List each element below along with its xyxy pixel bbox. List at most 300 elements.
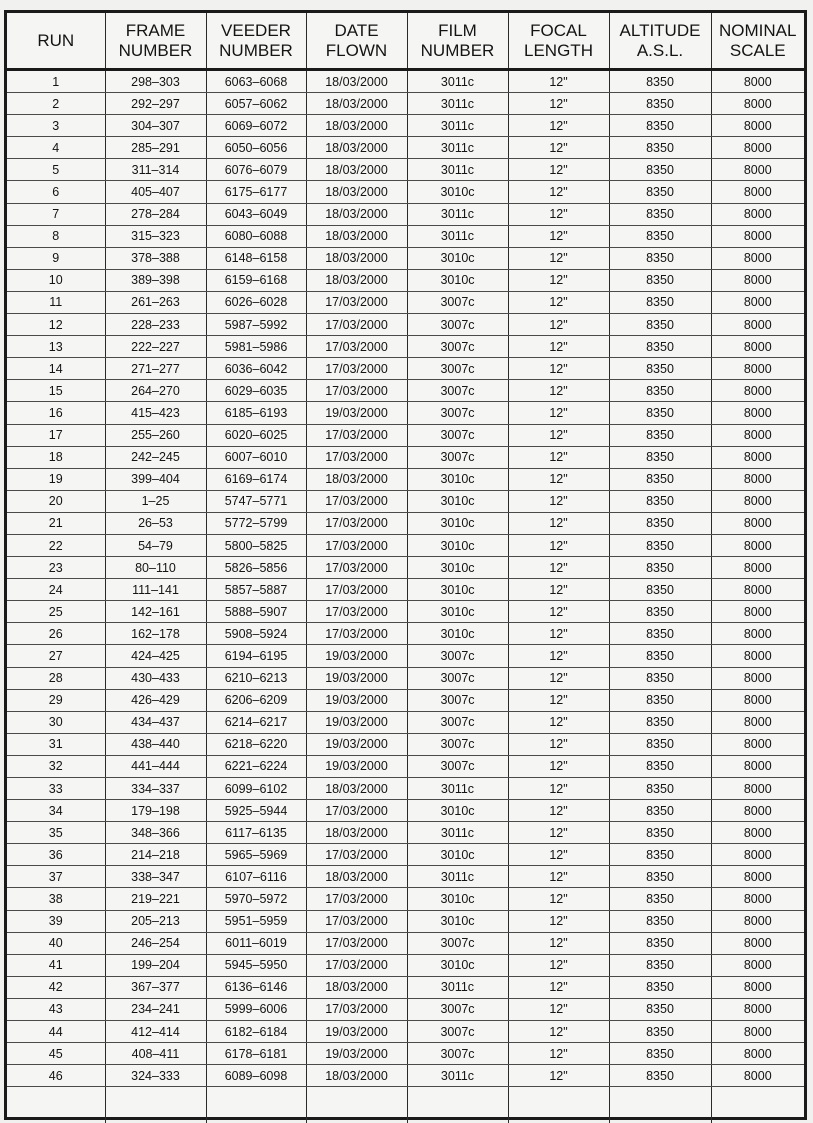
nominal-scale-cell: 8000 (711, 557, 804, 579)
focal-length-cell: 12" (508, 579, 609, 601)
table-row (7, 645, 804, 667)
film-number-cell: 3007c (407, 1043, 508, 1065)
altitude-cell: 8350 (609, 269, 711, 291)
date-flown-cell: 18/03/2000 (306, 137, 407, 159)
film-number-cell: 3011c (407, 137, 508, 159)
altitude-cell: 8350 (609, 115, 711, 137)
run-cell: 9 (7, 247, 105, 269)
veeder-number-cell: 6194–6195 (206, 645, 306, 667)
table-row (7, 93, 804, 115)
frame-number-cell: 426–429 (105, 689, 206, 711)
date-flown-cell: 17/03/2000 (306, 623, 407, 645)
focal-length-cell: 12" (508, 137, 609, 159)
focal-length-cell: 12" (508, 1065, 609, 1087)
nominal-scale-cell: 8000 (711, 932, 804, 954)
run-cell: 40 (7, 932, 105, 954)
run-cell: 16 (7, 402, 105, 424)
date-flown-cell: 17/03/2000 (306, 446, 407, 468)
veeder-number-cell: 6136–6146 (206, 976, 306, 998)
film-number-cell: 3011c (407, 976, 508, 998)
nominal-scale-cell: 8000 (711, 291, 804, 313)
header-label: RUN (37, 30, 75, 50)
film-number-cell: 3007c (407, 645, 508, 667)
focal-length-cell: 12" (508, 269, 609, 291)
date-flown-cell: 18/03/2000 (306, 247, 407, 269)
run-cell: 21 (7, 512, 105, 534)
nominal-scale-cell: 8000 (711, 247, 804, 269)
nominal-scale-cell: 8000 (711, 1043, 804, 1065)
header-label: FRAME (125, 20, 186, 40)
date-flown-cell: 17/03/2000 (306, 534, 407, 556)
film-number-cell: 3010c (407, 269, 508, 291)
header-label: NUMBER (219, 40, 293, 60)
altitude-cell: 8350 (609, 998, 711, 1020)
veeder-number-cell: 5987–5992 (206, 314, 306, 336)
run-cell: 14 (7, 358, 105, 380)
veeder-number-cell: 6117–6135 (206, 822, 306, 844)
table-row (7, 1043, 804, 1065)
run-cell: 38 (7, 888, 105, 910)
table-row (7, 601, 804, 623)
table-row (7, 291, 804, 313)
veeder-number-cell: 5965–5969 (206, 844, 306, 866)
focal-length-cell: 12" (508, 866, 609, 888)
altitude-cell: 8350 (609, 380, 711, 402)
header-run (7, 13, 105, 70)
date-flown-cell: 18/03/2000 (306, 1065, 407, 1087)
frame-number-cell: 334–337 (105, 778, 206, 800)
run-cell: 2 (7, 93, 105, 115)
run-cell: 26 (7, 623, 105, 645)
focal-length-cell: 12" (508, 181, 609, 203)
altitude-cell: 8350 (609, 291, 711, 313)
run-cell: 29 (7, 689, 105, 711)
run-cell: 23 (7, 557, 105, 579)
nominal-scale-cell: 8000 (711, 623, 804, 645)
altitude-cell: 8350 (609, 468, 711, 490)
table-row (7, 512, 804, 534)
run-cell: 45 (7, 1043, 105, 1065)
header-label: SCALE (729, 40, 786, 60)
frame-number-cell: 367–377 (105, 976, 206, 998)
nominal-scale-cell: 8000 (711, 336, 804, 358)
altitude-cell: 8350 (609, 733, 711, 755)
altitude-cell: 8350 (609, 247, 711, 269)
run-cell: 20 (7, 490, 105, 512)
table-row (7, 866, 804, 888)
nominal-scale-cell: 8000 (711, 115, 804, 137)
focal-length-cell: 12" (508, 689, 609, 711)
header-nominal-scale (711, 13, 804, 70)
altitude-cell: 8350 (609, 424, 711, 446)
frame-number-cell: 199–204 (105, 954, 206, 976)
date-flown-cell: 17/03/2000 (306, 314, 407, 336)
run-cell: 43 (7, 998, 105, 1020)
film-number-cell: 3010c (407, 954, 508, 976)
date-flown-cell: 17/03/2000 (306, 932, 407, 954)
run-cell: 15 (7, 380, 105, 402)
focal-length-cell: 12" (508, 954, 609, 976)
altitude-cell: 8350 (609, 402, 711, 424)
film-number-cell: 3011c (407, 1065, 508, 1087)
frame-number-cell: 304–307 (105, 115, 206, 137)
date-flown-cell: 18/03/2000 (306, 866, 407, 888)
date-flown-cell: 19/03/2000 (306, 689, 407, 711)
veeder-number-cell: 5747–5771 (206, 490, 306, 512)
header-row (7, 13, 804, 70)
altitude-cell: 8350 (609, 932, 711, 954)
altitude-cell: 8350 (609, 888, 711, 910)
veeder-number-cell: 5908–5924 (206, 623, 306, 645)
run-cell: 35 (7, 822, 105, 844)
focal-length-cell: 12" (508, 667, 609, 689)
altitude-cell: 8350 (609, 689, 711, 711)
film-number-cell: 3007c (407, 314, 508, 336)
veeder-number-cell: 6169–6174 (206, 468, 306, 490)
nominal-scale-cell: 8000 (711, 181, 804, 203)
run-cell: 17 (7, 424, 105, 446)
table-row (7, 822, 804, 844)
film-number-cell: 3007c (407, 380, 508, 402)
focal-length-cell: 12" (508, 225, 609, 247)
veeder-number-cell: 6069–6072 (206, 115, 306, 137)
nominal-scale-cell: 8000 (711, 954, 804, 976)
frame-number-cell: 408–411 (105, 1043, 206, 1065)
date-flown-cell: 17/03/2000 (306, 424, 407, 446)
veeder-number-cell: 6036–6042 (206, 358, 306, 380)
frame-number-cell: 278–284 (105, 203, 206, 225)
altitude-cell: 8350 (609, 534, 711, 556)
focal-length-cell: 12" (508, 998, 609, 1020)
nominal-scale-cell: 8000 (711, 1065, 804, 1087)
altitude-cell: 8350 (609, 557, 711, 579)
focal-length-cell: 12" (508, 778, 609, 800)
film-number-cell: 3010c (407, 888, 508, 910)
frame-number-cell: 298–303 (105, 70, 206, 93)
date-flown-cell: 19/03/2000 (306, 402, 407, 424)
frame-number-cell: 54–79 (105, 534, 206, 556)
frame-number-cell: 338–347 (105, 866, 206, 888)
veeder-number-cell: 6089–6098 (206, 1065, 306, 1087)
table-row (7, 976, 804, 998)
header-label: VEEDER (221, 20, 291, 40)
film-number-cell: 3007c (407, 402, 508, 424)
table-row (7, 689, 804, 711)
frame-number-cell: 214–218 (105, 844, 206, 866)
frame-number-cell: 179–198 (105, 800, 206, 822)
date-flown-cell: 18/03/2000 (306, 225, 407, 247)
focal-length-cell: 12" (508, 336, 609, 358)
run-cell: 36 (7, 844, 105, 866)
altitude-cell: 8350 (609, 910, 711, 932)
date-flown-cell: 19/03/2000 (306, 733, 407, 755)
film-number-cell: 3007c (407, 711, 508, 733)
run-cell: 10 (7, 269, 105, 291)
veeder-number-cell: 6020–6025 (206, 424, 306, 446)
table-row (7, 755, 804, 777)
focal-length-cell: 12" (508, 490, 609, 512)
veeder-number-cell: 5951–5959 (206, 910, 306, 932)
table-row (7, 137, 804, 159)
film-number-cell: 3011c (407, 203, 508, 225)
run-cell: 28 (7, 667, 105, 689)
film-number-cell: 3011c (407, 115, 508, 137)
header-label: FOCAL (530, 20, 587, 40)
veeder-number-cell: 5826–5856 (206, 557, 306, 579)
run-cell: 12 (7, 314, 105, 336)
nominal-scale-cell: 8000 (711, 778, 804, 800)
film-number-cell: 3010c (407, 623, 508, 645)
nominal-scale-cell: 8000 (711, 93, 804, 115)
altitude-cell: 8350 (609, 1065, 711, 1087)
film-number-cell: 3010c (407, 557, 508, 579)
run-cell: 6 (7, 181, 105, 203)
veeder-number-cell: 5800–5825 (206, 534, 306, 556)
nominal-scale-cell: 8000 (711, 888, 804, 910)
altitude-cell: 8350 (609, 490, 711, 512)
focal-length-cell: 12" (508, 402, 609, 424)
nominal-scale-cell: 8000 (711, 667, 804, 689)
header-label: NUMBER (118, 40, 193, 60)
run-cell: 18 (7, 446, 105, 468)
table-row (7, 159, 804, 181)
altitude-cell: 8350 (609, 1043, 711, 1065)
focal-length-cell: 12" (508, 910, 609, 932)
altitude-cell: 8350 (609, 336, 711, 358)
run-cell: 41 (7, 954, 105, 976)
focal-length-cell: 12" (508, 115, 609, 137)
focal-length-cell: 12" (508, 424, 609, 446)
nominal-scale-cell: 8000 (711, 380, 804, 402)
veeder-number-cell: 6076–6079 (206, 159, 306, 181)
run-cell: 27 (7, 645, 105, 667)
veeder-number-cell: 6175–6177 (206, 181, 306, 203)
focal-length-cell: 12" (508, 247, 609, 269)
film-number-cell: 3007c (407, 932, 508, 954)
veeder-number-cell: 6007–6010 (206, 446, 306, 468)
focal-length-cell: 12" (508, 601, 609, 623)
date-flown-cell: 18/03/2000 (306, 203, 407, 225)
frame-number-cell: 389–398 (105, 269, 206, 291)
date-flown-cell: 18/03/2000 (306, 159, 407, 181)
frame-number-cell: 219–221 (105, 888, 206, 910)
frame-number-cell: 415–423 (105, 402, 206, 424)
empty-cell (609, 1087, 711, 1123)
altitude-cell: 8350 (609, 225, 711, 247)
frame-number-cell: 142–161 (105, 601, 206, 623)
run-cell: 30 (7, 711, 105, 733)
veeder-number-cell: 6043–6049 (206, 203, 306, 225)
date-flown-cell: 17/03/2000 (306, 336, 407, 358)
veeder-number-cell: 6214–6217 (206, 711, 306, 733)
table-row (7, 490, 804, 512)
table-row (7, 711, 804, 733)
table-row (7, 468, 804, 490)
nominal-scale-cell: 8000 (711, 402, 804, 424)
run-cell: 1 (7, 70, 105, 93)
altitude-cell: 8350 (609, 159, 711, 181)
table-row (7, 844, 804, 866)
veeder-number-cell: 5945–5950 (206, 954, 306, 976)
veeder-number-cell: 6080–6088 (206, 225, 306, 247)
frame-number-cell: 430–433 (105, 667, 206, 689)
date-flown-cell: 18/03/2000 (306, 468, 407, 490)
table-row (7, 998, 804, 1020)
altitude-cell: 8350 (609, 976, 711, 998)
veeder-number-cell: 6107–6116 (206, 866, 306, 888)
veeder-number-cell: 5857–5887 (206, 579, 306, 601)
date-flown-cell: 18/03/2000 (306, 976, 407, 998)
veeder-number-cell: 6029–6035 (206, 380, 306, 402)
altitude-cell: 8350 (609, 623, 711, 645)
frame-number-cell: 441–444 (105, 755, 206, 777)
frame-number-cell: 315–323 (105, 225, 206, 247)
frame-number-cell: 80–110 (105, 557, 206, 579)
altitude-cell: 8350 (609, 70, 711, 93)
nominal-scale-cell: 8000 (711, 468, 804, 490)
date-flown-cell: 18/03/2000 (306, 778, 407, 800)
nominal-scale-cell: 8000 (711, 711, 804, 733)
table-row (7, 203, 804, 225)
run-cell: 8 (7, 225, 105, 247)
film-number-cell: 3010c (407, 800, 508, 822)
header-frame-number (105, 13, 206, 70)
film-number-cell: 3007c (407, 291, 508, 313)
header-label: DATE (334, 20, 379, 40)
altitude-cell: 8350 (609, 667, 711, 689)
table-row (7, 888, 804, 910)
frame-number-cell: 292–297 (105, 93, 206, 115)
altitude-cell: 8350 (609, 181, 711, 203)
veeder-number-cell: 6210–6213 (206, 667, 306, 689)
date-flown-cell: 17/03/2000 (306, 888, 407, 910)
header-label: NUMBER (420, 40, 495, 60)
veeder-number-cell: 6050–6056 (206, 137, 306, 159)
focal-length-cell: 12" (508, 70, 609, 93)
run-cell: 46 (7, 1065, 105, 1087)
table-row (7, 314, 804, 336)
film-number-cell: 3011c (407, 93, 508, 115)
date-flown-cell: 17/03/2000 (306, 844, 407, 866)
header-film-number (407, 13, 508, 70)
header-label: FLOWN (325, 40, 388, 60)
header-focal-length (508, 13, 609, 70)
table-row (7, 932, 804, 954)
frame-number-cell: 438–440 (105, 733, 206, 755)
film-number-cell: 3007c (407, 689, 508, 711)
film-number-cell: 3011c (407, 778, 508, 800)
frame-number-cell: 271–277 (105, 358, 206, 380)
focal-length-cell: 12" (508, 623, 609, 645)
header-label: A.S.L. (636, 40, 684, 60)
date-flown-cell: 17/03/2000 (306, 291, 407, 313)
focal-length-cell: 12" (508, 203, 609, 225)
date-flown-cell: 18/03/2000 (306, 115, 407, 137)
focal-length-cell: 12" (508, 159, 609, 181)
focal-length-cell: 12" (508, 932, 609, 954)
film-number-cell: 3007c (407, 424, 508, 446)
run-cell: 7 (7, 203, 105, 225)
altitude-cell: 8350 (609, 93, 711, 115)
date-flown-cell: 17/03/2000 (306, 954, 407, 976)
table-row (7, 778, 804, 800)
nominal-scale-cell: 8000 (711, 800, 804, 822)
nominal-scale-cell: 8000 (711, 601, 804, 623)
altitude-cell: 8350 (609, 800, 711, 822)
table-body (7, 70, 804, 1123)
focal-length-cell: 12" (508, 380, 609, 402)
altitude-cell: 8350 (609, 579, 711, 601)
altitude-cell: 8350 (609, 866, 711, 888)
veeder-number-cell: 5772–5799 (206, 512, 306, 534)
table-row (7, 181, 804, 203)
empty-cell (105, 1087, 206, 1123)
altitude-cell: 8350 (609, 512, 711, 534)
nominal-scale-cell: 8000 (711, 976, 804, 998)
altitude-cell: 8350 (609, 446, 711, 468)
nominal-scale-cell: 8000 (711, 534, 804, 556)
table-row (7, 247, 804, 269)
date-flown-cell: 17/03/2000 (306, 490, 407, 512)
header-label: NOMINAL (719, 20, 797, 40)
focal-length-cell: 12" (508, 844, 609, 866)
nominal-scale-cell: 8000 (711, 225, 804, 247)
header-label: ALTITUDE (619, 20, 701, 40)
table-row (7, 446, 804, 468)
date-flown-cell: 19/03/2000 (306, 1021, 407, 1043)
table-row (7, 424, 804, 446)
table-row (7, 910, 804, 932)
veeder-number-cell: 6206–6209 (206, 689, 306, 711)
altitude-cell: 8350 (609, 203, 711, 225)
frame-number-cell: 234–241 (105, 998, 206, 1020)
empty-cell (508, 1087, 609, 1123)
flight-run-table (7, 13, 804, 1123)
empty-row (7, 1087, 804, 1123)
date-flown-cell: 18/03/2000 (306, 269, 407, 291)
nominal-scale-cell: 8000 (711, 137, 804, 159)
altitude-cell: 8350 (609, 358, 711, 380)
altitude-cell: 8350 (609, 711, 711, 733)
date-flown-cell: 17/03/2000 (306, 579, 407, 601)
date-flown-cell: 17/03/2000 (306, 358, 407, 380)
nominal-scale-cell: 8000 (711, 1021, 804, 1043)
focal-length-cell: 12" (508, 291, 609, 313)
focal-length-cell: 12" (508, 755, 609, 777)
table-row (7, 380, 804, 402)
frame-number-cell: 324–333 (105, 1065, 206, 1087)
frame-number-cell: 285–291 (105, 137, 206, 159)
frame-number-cell: 1–25 (105, 490, 206, 512)
date-flown-cell: 18/03/2000 (306, 181, 407, 203)
date-flown-cell: 17/03/2000 (306, 380, 407, 402)
veeder-number-cell: 6057–6062 (206, 93, 306, 115)
veeder-number-cell: 6011–6019 (206, 932, 306, 954)
film-number-cell: 3011c (407, 70, 508, 93)
nominal-scale-cell: 8000 (711, 844, 804, 866)
table-row (7, 800, 804, 822)
table-row (7, 336, 804, 358)
date-flown-cell: 17/03/2000 (306, 910, 407, 932)
frame-number-cell: 222–227 (105, 336, 206, 358)
table-row (7, 115, 804, 137)
focal-length-cell: 12" (508, 446, 609, 468)
nominal-scale-cell: 8000 (711, 645, 804, 667)
veeder-number-cell: 6221–6224 (206, 755, 306, 777)
header-date-flown (306, 13, 407, 70)
date-flown-cell: 18/03/2000 (306, 93, 407, 115)
frame-number-cell: 405–407 (105, 181, 206, 203)
